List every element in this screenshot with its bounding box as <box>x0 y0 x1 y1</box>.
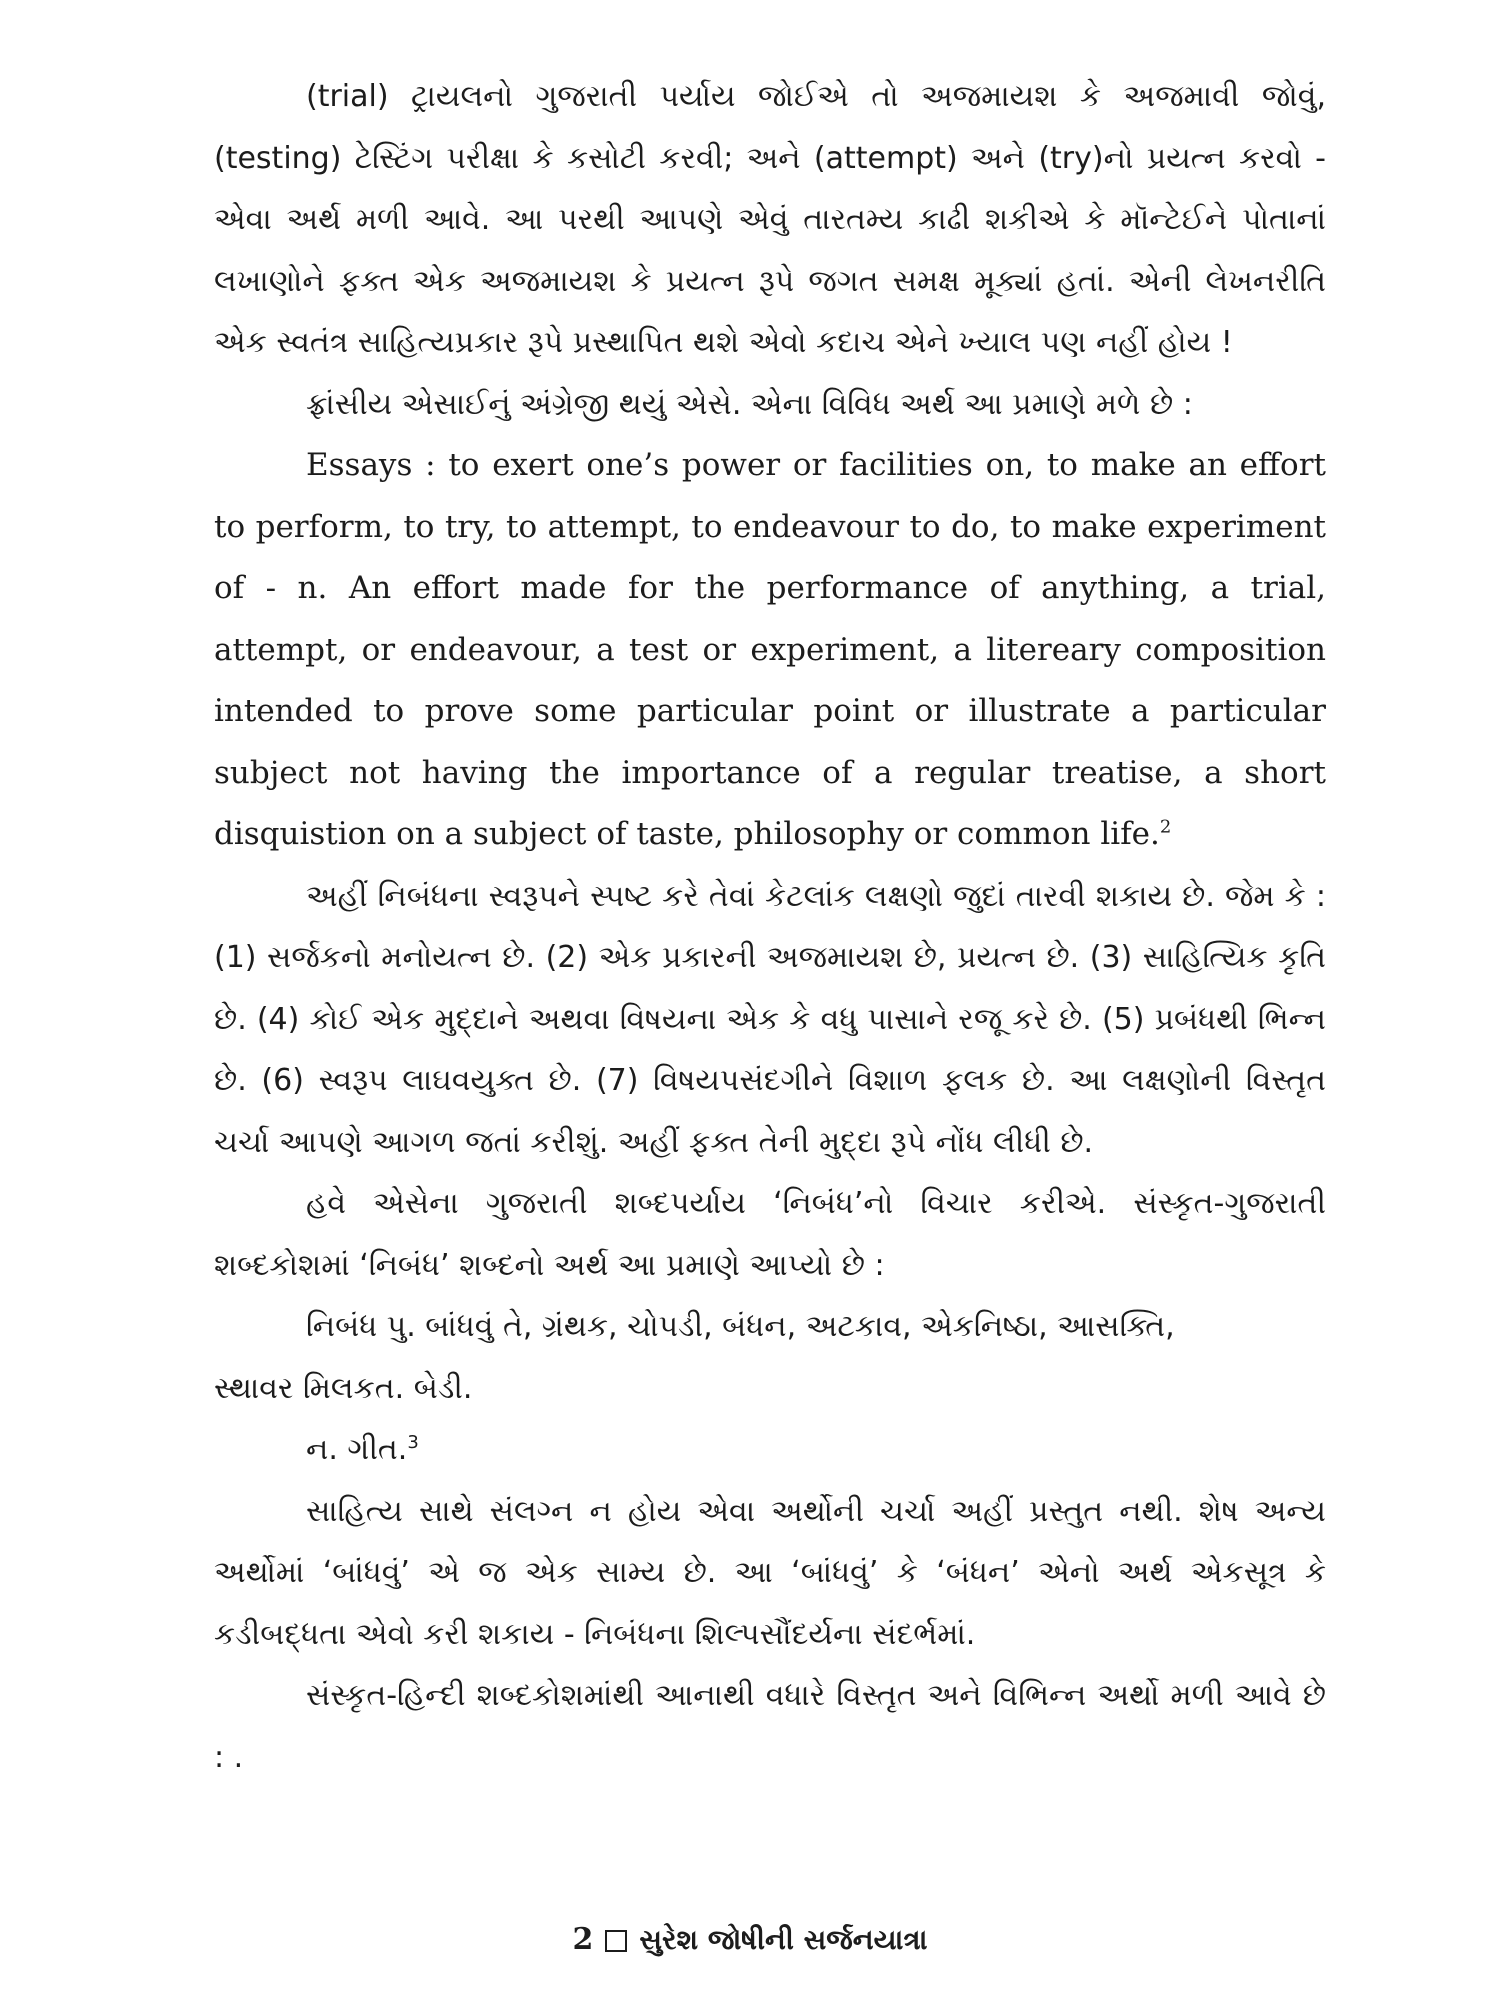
paragraph-essai-english: ફ્રાંસીય એસાઈનું અંગ્રેજી થયું એસે. એના વિવિધ અર્થ આ પ્રમાણે મળે છે : <box>306 386 1193 422</box>
paragraph-sanskrit-hindi: સંસ્કૃત-હિન્દી શબ્દકોશમાંથી આનાથી વધારે વિસ્તૃત અને વિભિન્ન અર્થો મળી આવે છે : . <box>214 1678 1326 1775</box>
paragraph-trial-meaning: (trial) ટ્રાયલનો ગુજરાતી પર્યાય જોઈએ તો અજમાયશ કે અજમાવી જોવું, (testing) ટેસ્ટિંગ પરીક્ષા કે કસોટી કરવી; અને (attempt) અને (try)નો પ્રયત્ન કરવો - એવા અર્થ મળી આવે. આ પરથી આપણે એવું તારતમ્ય કાઢી શકીએ કે મૉન્ટેઈને પોતાનાં લખાણોને ફક્ત એક અજમાયશ કે પ્રયત્ન રૂપે જગત સમક્ષ મૂક્યાં હતાં. એની લેખનરીતિ એક સ્વતંત્ર સાહિત્યપ્રકાર રૂપે પ્રસ્થાપિત થશે એવો કદાચ એને ખ્યાલ પણ નહીં હોય ! <box>214 79 1326 360</box>
paragraph-gujarati-synonym: હવે એસેના ગુજરાતી શબ્દપર્યાય ‘નિબંધ’નો વિચાર કરીએ. સંસ્કૃત-ગુજરાતી શબ્દકોશમાં ‘નિબંધ’ શબ્દનો અર્થ આ પ્રમાણે આપ્યો છે : <box>214 1186 1326 1283</box>
dictionary-entry-neuter <box>214 1419 1326 1481</box>
book-title: સુરેશ જોષીની સર્જનયાત્રા <box>639 1923 928 1956</box>
dictionary-entry-line-1: નિબંધ પુ. બાંધવું તે, ગ્રંથક, ચોપડી, બંધન, અટકાવ, એકનિષ્ઠા, આસક્તિ, <box>306 1309 1175 1344</box>
essays-definition-text: Essays : to exert one’s power or facilities on, to make an effort to perform, to try, to attempt, to endeavour to do, to make experiment of - n. An effort made for the performance of anything, a trial, attempt, or endeavour, a test or experiment, a litereary composition intended to prove some particular point or illustrate a particular subject not having the importance of a regular treatise, a short disquistion on a subject of taste, philosophy or common life. <box>214 447 1326 852</box>
page-number: 2 <box>572 1922 594 1957</box>
page-body <box>214 66 1326 1788</box>
page-footer <box>0 1922 1500 1957</box>
paragraph-literary-meaning: સાહિત્ય સાથે સંલગ્ન ન હોય એવા અર્થોની ચર્ચા અહીં પ્રસ્તુત નથી. શેષ અન્ય અર્થોમાં ‘બાંધવું’ એ જ એક સામ્ય છે. આ ‘બાંધવું’ કે ‘બંધન’ એનો અર્થ એકસૂત્ર કે કડીબદ્ધતા એવો કરી શકાય - નિબંધના શિલ્પસૌંદર્યના સંદર્ભમાં. <box>214 1493 1326 1652</box>
dictionary-entry-line-2: સ્થાવર મિલકત. બેડી. <box>214 1370 473 1406</box>
footnote-marker: 3 <box>407 1432 419 1453</box>
square-separator-icon <box>605 1930 627 1952</box>
dictionary-entry-neuter-text: ન. ગીત. <box>306 1432 408 1467</box>
paragraph-nibandh-features: અહીં નિબંધના સ્વરૂપને સ્પષ્ટ કરે તેવાં કેટલાંક લક્ષણો જુદાં તારવી શકાય છે. જેમ કે : (1) સર્જકનો મનોયત્ન છે. (2) એક પ્રકારની અજમાયશ છે, પ્રયત્ન છે. (3) સાહિત્યિક કૃતિ છે. (4) કોઈ એક મુદ્દાને અથવા વિષયના એક કે વધુ પાસાને રજૂ કરે છે. (5) પ્રબંધથી ભિન્ન છે. (6) સ્વરૂપ લાઘવયુક્ત છે. (7) વિષયપસંદગીને વિશાળ ફલક છે. આ લક્ષણોની વિસ્તૃત ચર્ચા આપણે આગળ જતાં કરીશું. અહીં ફક્ત તેની મુદ્દા રૂપે નોંધ લીધી છે. <box>214 878 1326 1160</box>
footnote-marker: 2 <box>1159 816 1172 838</box>
paragraph-essays-definition <box>214 435 1326 866</box>
